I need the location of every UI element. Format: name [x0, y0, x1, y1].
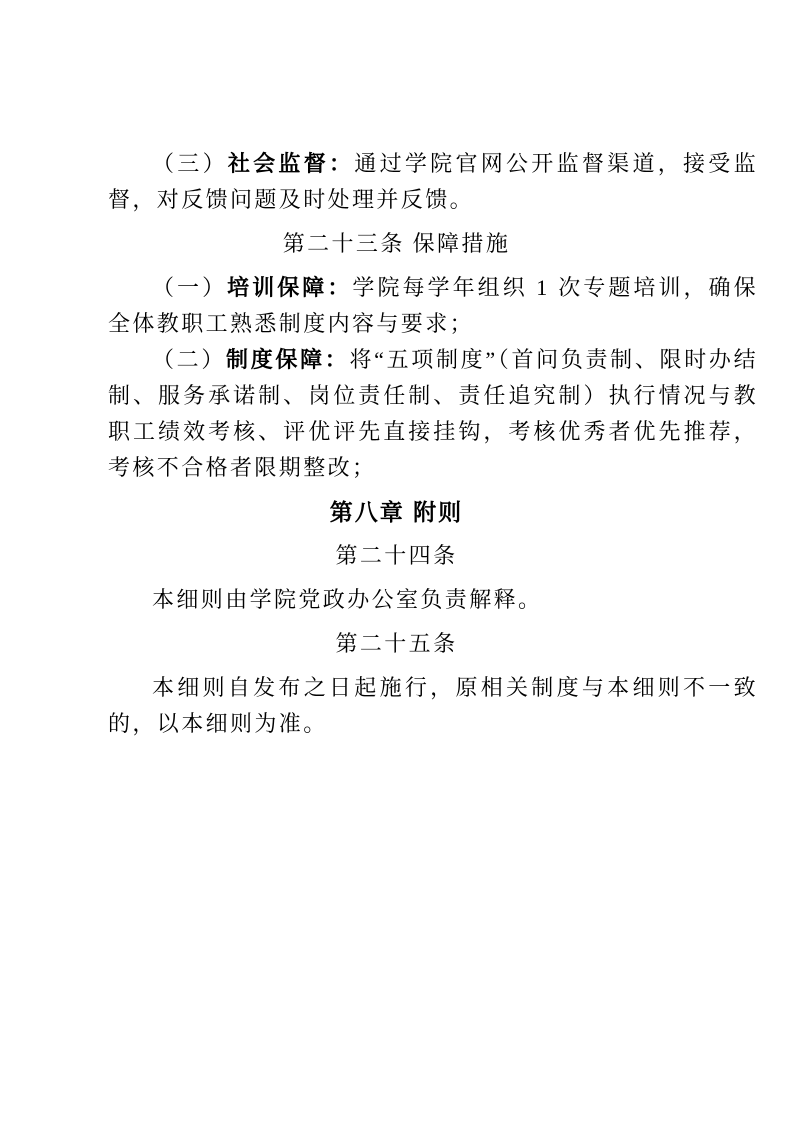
- paragraph: [108, 270, 758, 342]
- article-heading: 第二十五条: [335, 631, 458, 656]
- text-run: 本细则自发布之日起施行，原相关制度与本细则不一致的，以本细则为准。: [108, 675, 758, 736]
- bold-label: 社会监督：: [227, 151, 355, 176]
- text-run: 本细则由学院党政办公室负责解释。: [152, 587, 543, 612]
- text-run: （一）: [152, 275, 228, 300]
- text-run: 学院每学年组织 1 次专题培训，确保全体教职工熟悉制度内容与要求；: [108, 275, 758, 336]
- article-heading: 第二十三条 保障措施: [282, 231, 511, 256]
- text-run: 将“五项制度”（首问负责制、限时办结制、服务承诺制、岗位责任制、责任追究制）执行情况与教职工绩效考核、评优评先直接挂钩，考核优秀者优先推荐，考核不合格者限期整改；: [108, 347, 758, 480]
- text-run: （二）: [152, 347, 227, 372]
- bold-label: 培训保障：: [227, 275, 353, 300]
- article-heading: 第二十四条: [335, 543, 458, 568]
- chapter-heading: 第八章 附则: [329, 499, 464, 525]
- paragraph: [108, 146, 758, 218]
- bold-label: 制度保障：: [226, 347, 350, 372]
- paragraph: [108, 342, 758, 486]
- text-run: （三）: [152, 151, 228, 176]
- text-run: 通过学院官网公开监督渠道，接受监督，对反馈问题及时处理并反馈。: [108, 151, 758, 212]
- paragraph: [108, 582, 758, 618]
- paragraph: [108, 670, 758, 742]
